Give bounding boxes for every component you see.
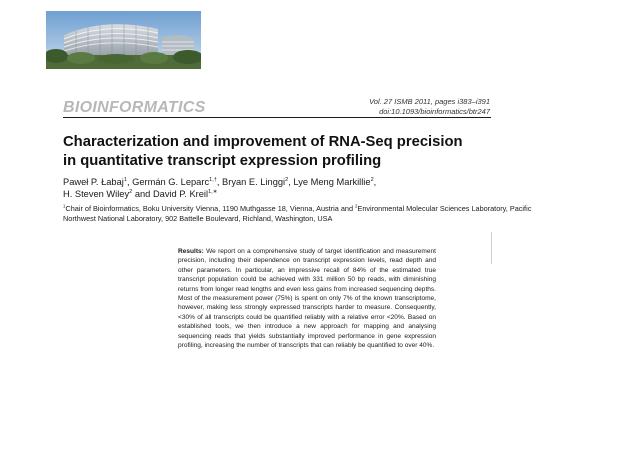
abstract-results (178, 247, 436, 350)
citation-meta (369, 97, 490, 117)
affiliations: $^1$Chair of Bioinformatics, Boku University Vienna, 1190 Muthgasse 18, Vienna, Austria and $^2$Environmental Molecular Sciences Laboratory, Pacific Northwest National Laboratory, 902 Battelle Boulevard, Richland, Washington, USA (63, 203, 532, 223)
building-photo (46, 11, 201, 69)
author: David P. Kreil$^{1,∗}$ (152, 188, 218, 199)
author: Germán G. Leparc$^{1,\dagger}$ (132, 176, 217, 187)
doi: doi:10.1093/bioinformatics/btr247 (379, 107, 490, 116)
author: Paweł P. Łabaj$^1$ (63, 176, 127, 187)
results-text: We report on a comprehensive study of target identification and measurement precision, including their dependence on transcript expression levels, read depth and other parameters. In particular, an impressive recall of 84% of the estimated true transcript population could be achieved with 331 million 50 bp reads, with diminishing returns from longer read lengths and even less gains from increased sequencing depths. Most of the measurement power (75%) is spent on only 7% of the known transcriptome, however, making less strongly expressed transcripts harder to measure. Consequently, <30% of all transcripts could be quantified reliably with a relative error <20%. Based on established tools, we then introduce a new approach for mapping and analysing sequencing reads that yields substantially improved performance in gene expression profiling, increasing the number of transcripts that can reliably be quantified to over 40%. (178, 248, 436, 350)
results-label: Results: (178, 248, 204, 255)
title-line-1: Characterization and improvement of RNA-Seq precision (63, 134, 463, 150)
author-list: Paweł P. Łabaj$^1$, Germán G. Leparc$^{1,\dagger}$, Bryan E. Linggi$^2$, Lye Meng Markillie$^2$, H. Steven Wiley$^2$ and David P. Kreil$^{1,∗}$ (63, 176, 377, 199)
header-rule (63, 117, 491, 118)
paper-title (63, 133, 503, 171)
author: H. Steven Wiley$^2$ (63, 188, 133, 199)
author: Lye Meng Markillie$^2$ (293, 176, 374, 187)
volume-info: Vol. 27 ISMB 2011, pages i383–i391 (369, 97, 490, 106)
column-divider (491, 232, 492, 264)
journal-name: BIOINFORMATICS (63, 99, 206, 116)
title-line-2: in quantitative transcript expression profiling (63, 153, 382, 169)
author: Bryan E. Linggi$^2$ (222, 176, 289, 187)
